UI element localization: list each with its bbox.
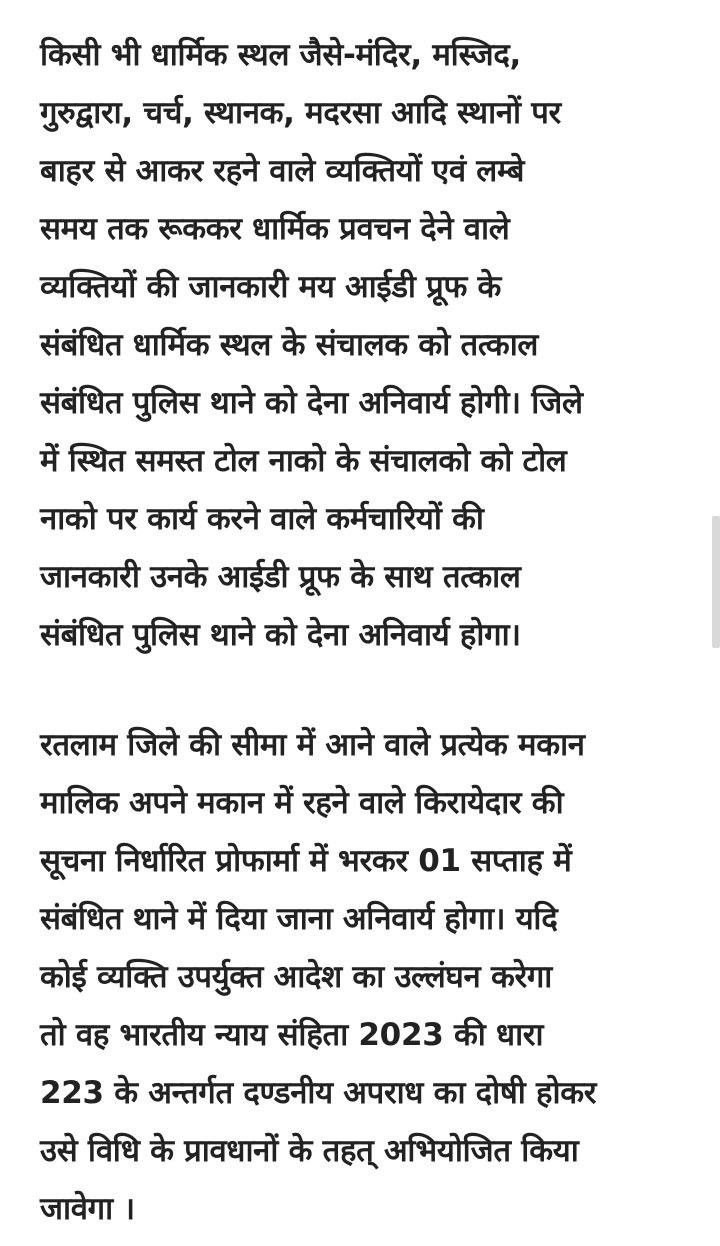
paragraph-line: समय तक रूककर धार्मिक प्रवचन देने वाले [40,211,510,247]
paragraph-line: किसी भी धार्मिक स्थल जैसे-मंदिर, मस्जिद, [40,37,522,73]
paragraph-line: जानकारी उनके आईडी प्रूफ के साथ तत्काल [40,559,521,595]
paragraph-line: 223 के अन्तर्गत दण्डनीय अपराध का दोषी होकर [40,1075,597,1111]
paragraph-line: संबंधित धार्मिक स्थल के संचालक को तत्काल [40,327,539,363]
paragraph-line: संबंधित पुलिस थाने को देना अनिवार्य होगी। जिले [40,385,583,421]
paragraph-line: में स्थित समस्त टोल नाको के संचालको को टोल [40,443,567,479]
paragraph-line: संबंधित थाने में दिया जाना अनिवार्य होगा। यदि [40,901,558,937]
paragraph-line: संबंधित पुलिस थाने को देना अनिवार्य होगा। [40,617,521,653]
paragraph-line: गुरुद्वारा, चर्च, स्थानक, मदरसा आदि स्थानों पर [40,95,561,131]
paragraph-line: बाहर से आकर रहने वाले व्यक्तियों एवं लम्बे [40,153,525,189]
paragraph-2 [40,716,692,1238]
paragraph-line: जावेगा । [40,1191,135,1227]
paragraph-line: रतलाम जिले की सीमा में आने वाले प्रत्येक मकान [40,727,585,763]
paragraph-line: उसे विधि के प्रावधानों के तहत् अभियोजित किया [40,1133,579,1169]
paragraph-line: मालिक अपने मकान में रहने वाले किरायेदार की [40,785,564,821]
paragraph-line: व्यक्तियों की जानकारी मय आईडी प्रूफ के [40,269,502,305]
paragraph-line: सूचना निर्धारित प्रोफार्मा में भरकर 01 सप्ताह में [40,843,572,879]
paragraph-1 [40,26,692,664]
paragraph-line: नाको पर कार्य करने वाले कर्मचारियों की [40,501,484,537]
paragraph-line: कोई व्यक्ति उपर्युक्त आदेश का उल्लंघन करेगा [40,959,553,995]
paragraph-line: तो वह भारतीय न्याय संहिता 2023 की धारा [40,1017,544,1053]
scrollbar-thumb[interactable] [712,516,720,648]
